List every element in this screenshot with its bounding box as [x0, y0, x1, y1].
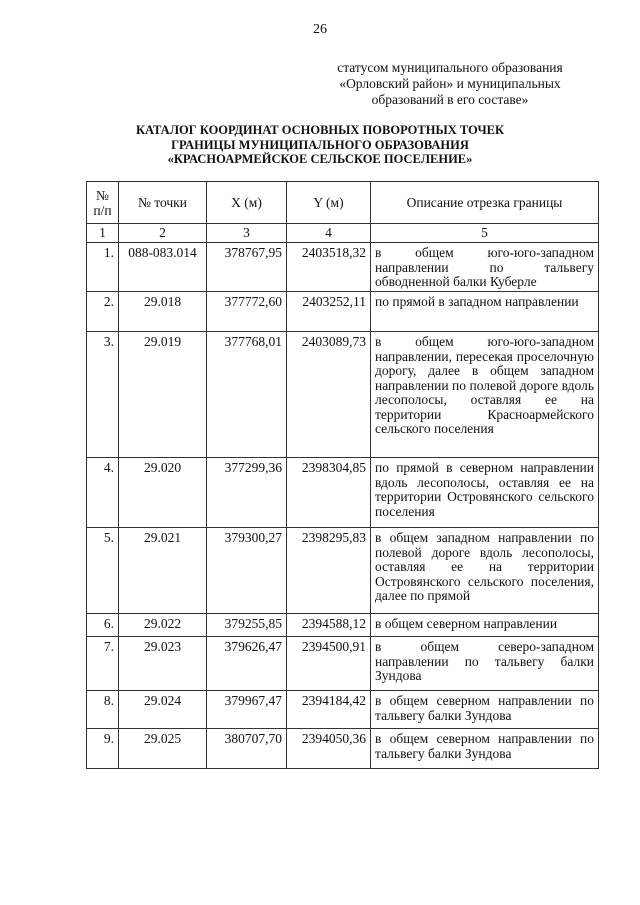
segment-description: в общем северном направлении по тальвегу балки Зундова: [371, 691, 599, 729]
y-coordinate: 2394184,42: [287, 691, 371, 729]
table-body: [87, 243, 599, 769]
row-number: 1.: [87, 243, 119, 292]
header-note: [318, 60, 582, 108]
x-coordinate: 378767,95: [207, 243, 287, 292]
point-id: 29.022: [119, 614, 207, 637]
point-id: 29.024: [119, 691, 207, 729]
column-number: 5: [371, 224, 599, 243]
row-number: 3.: [87, 332, 119, 458]
point-id: 29.021: [119, 528, 207, 614]
column-number: 1: [87, 224, 119, 243]
y-coordinate: 2394050,36: [287, 729, 371, 769]
table-row: [87, 292, 599, 332]
row-number: 5.: [87, 528, 119, 614]
page-number: 26: [313, 22, 327, 37]
segment-description: в общем юго-юго-западном направлении по тальвегу обводненной балки Куберле: [371, 243, 599, 292]
table-row: [87, 637, 599, 691]
header-note-line: статусом муниципального образования: [337, 60, 563, 75]
x-coordinate: 377299,36: [207, 458, 287, 528]
column-number: 4: [287, 224, 371, 243]
row-number: 2.: [87, 292, 119, 332]
column-header-np: № п/п: [87, 182, 119, 224]
table-row: [87, 528, 599, 614]
column-header-x: X (м): [207, 182, 287, 224]
y-coordinate: 2398304,85: [287, 458, 371, 528]
catalog-title: [80, 123, 560, 167]
table-row: [87, 614, 599, 637]
catalog-title-line: «КРАСНОАРМЕЙСКОЕ СЕЛЬСКОЕ ПОСЕЛЕНИЕ»: [167, 152, 473, 166]
column-header-description: Описание отрезка границы: [371, 182, 599, 224]
point-id: 29.020: [119, 458, 207, 528]
table-row: [87, 332, 599, 458]
x-coordinate: 377772,60: [207, 292, 287, 332]
column-number-row: [87, 224, 599, 243]
x-coordinate: 379967,47: [207, 691, 287, 729]
catalog-title-line: КАТАЛОГ КООРДИНАТ ОСНОВНЫХ ПОВОРОТНЫХ ТОЧЕК: [135, 123, 505, 137]
y-coordinate: 2394500,91: [287, 637, 371, 691]
row-number: 8.: [87, 691, 119, 729]
point-id: 088-083.014: [119, 243, 207, 292]
header-note-line: образований в его составе»: [371, 92, 529, 107]
table-row: [87, 458, 599, 528]
segment-description: в общем юго-юго-западном направлении, пересекая проселочную дорогу, далее в общем западном направлении по полевой дороге вдоль лесополосы, оставляя ее на территории Красноармейского сельского поселения: [371, 332, 599, 458]
coordinates-table: [86, 181, 599, 769]
column-header-y: Y (м): [287, 182, 371, 224]
table-row: [87, 691, 599, 729]
segment-description: в общем западном направлении по полевой дороге вдоль лесополосы, оставляя ее на территории Островянского сельского поселения, далее по прямой: [371, 528, 599, 614]
x-coordinate: 379255,85: [207, 614, 287, 637]
point-id: 29.025: [119, 729, 207, 769]
y-coordinate: 2394588,12: [287, 614, 371, 637]
header-note-line: «Орловский район» и муниципальных: [339, 76, 561, 91]
y-coordinate: 2403252,11: [287, 292, 371, 332]
y-coordinate: 2403089,73: [287, 332, 371, 458]
row-number: 9.: [87, 729, 119, 769]
x-coordinate: 377768,01: [207, 332, 287, 458]
row-number: 7.: [87, 637, 119, 691]
table-row: [87, 729, 599, 769]
segment-description: по прямой в северном направлении вдоль лесополосы, оставляя ее на территории Островянского сельского поселения: [371, 458, 599, 528]
row-number: 4.: [87, 458, 119, 528]
table-row: [87, 243, 599, 292]
table-header-row: [87, 182, 599, 224]
column-header-point: № точки: [119, 182, 207, 224]
column-number: 2: [119, 224, 207, 243]
segment-description: в общем северном направлении по тальвегу балки Зундова: [371, 729, 599, 769]
catalog-title-line: ГРАНИЦЫ МУНИЦИПАЛЬНОГО ОБРАЗОВАНИЯ: [171, 137, 469, 152]
point-id: 29.019: [119, 332, 207, 458]
point-id: 29.018: [119, 292, 207, 332]
y-coordinate: 2403518,32: [287, 243, 371, 292]
point-id: 29.023: [119, 637, 207, 691]
x-coordinate: 379626,47: [207, 637, 287, 691]
segment-description: в общем северо-западном направлении по тальвегу балки Зундова: [371, 637, 599, 691]
segment-description: по прямой в западном направлении: [371, 292, 599, 332]
x-coordinate: 379300,27: [207, 528, 287, 614]
segment-description: в общем северном направлении: [371, 614, 599, 637]
x-coordinate: 380707,70: [207, 729, 287, 769]
y-coordinate: 2398295,83: [287, 528, 371, 614]
row-number: 6.: [87, 614, 119, 637]
column-number: 3: [207, 224, 287, 243]
